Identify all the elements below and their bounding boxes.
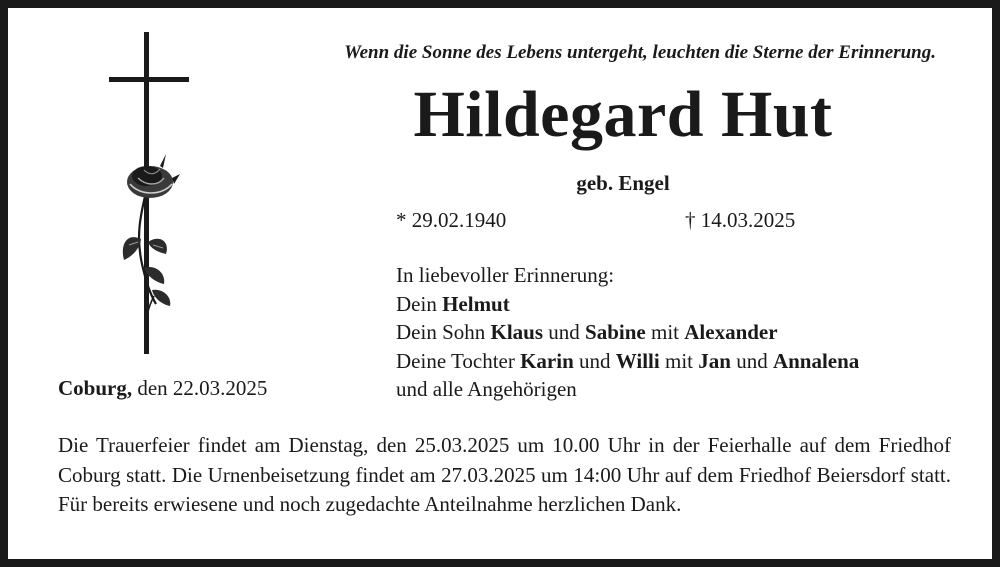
- mourner-name: Jan: [698, 348, 731, 373]
- funeral-notice-text: Die Trauerfeier findet am Dienstag, den 25.03.2025 um 10.00 Uhr in der Feierhalle auf dem Friedhof Coburg statt. Die Urnenbeisetzung findet am 27.03.2025 um 14:00 Uhr auf dem Friedhof Beiersdorf statt. Für bereits erwiesene und noch zugedachte Anteilnahme herzlichen Dank.: [58, 433, 951, 516]
- mourner-name: Klaus: [490, 320, 544, 344]
- maiden-name: geb. Engel: [576, 171, 670, 195]
- mourner-text: und: [543, 320, 586, 344]
- mourner-text: mit: [645, 320, 685, 344]
- mourner-name: Helmut: [442, 291, 510, 316]
- cross-with-rose-icon: [100, 32, 200, 362]
- mourner-line-relatives: und alle Angehörigen: [396, 377, 577, 401]
- mourner-text: Dein Sohn: [396, 320, 491, 344]
- deceased-name: Hildegard Hut: [413, 78, 833, 151]
- mourner-text: und: [730, 348, 773, 373]
- mourner-text: Dein: [396, 291, 443, 316]
- mourner-name: Alexander: [684, 320, 778, 344]
- mourner-text: mit: [659, 348, 699, 373]
- death-date: † 14.03.2025: [685, 208, 796, 232]
- mourners-list: [396, 261, 986, 404]
- mourner-name: Willi: [615, 348, 660, 373]
- mourner-line-daughter: [396, 347, 986, 376]
- motto-quote: Wenn die Sonne des Lebens untergeht, leuchten die Sterne der Erinnerung.: [344, 42, 936, 63]
- mourner-name: Karin: [520, 348, 574, 373]
- place-and-date: [58, 376, 267, 401]
- place-name: Coburg,: [58, 376, 133, 400]
- mourner-name: Sabine: [585, 320, 646, 344]
- mourner-text: und: [573, 348, 616, 373]
- mourner-text: Deine Tochter: [396, 348, 521, 373]
- notice-date: den 22.03.2025: [132, 376, 268, 400]
- mourner-line-spouse: [396, 290, 986, 319]
- mourner-name: Annalena: [772, 348, 860, 373]
- birth-date: * 29.02.1940: [396, 208, 507, 232]
- mourner-line-son: [396, 318, 986, 347]
- mourners-intro: In liebevoller Erinnerung:: [396, 263, 615, 287]
